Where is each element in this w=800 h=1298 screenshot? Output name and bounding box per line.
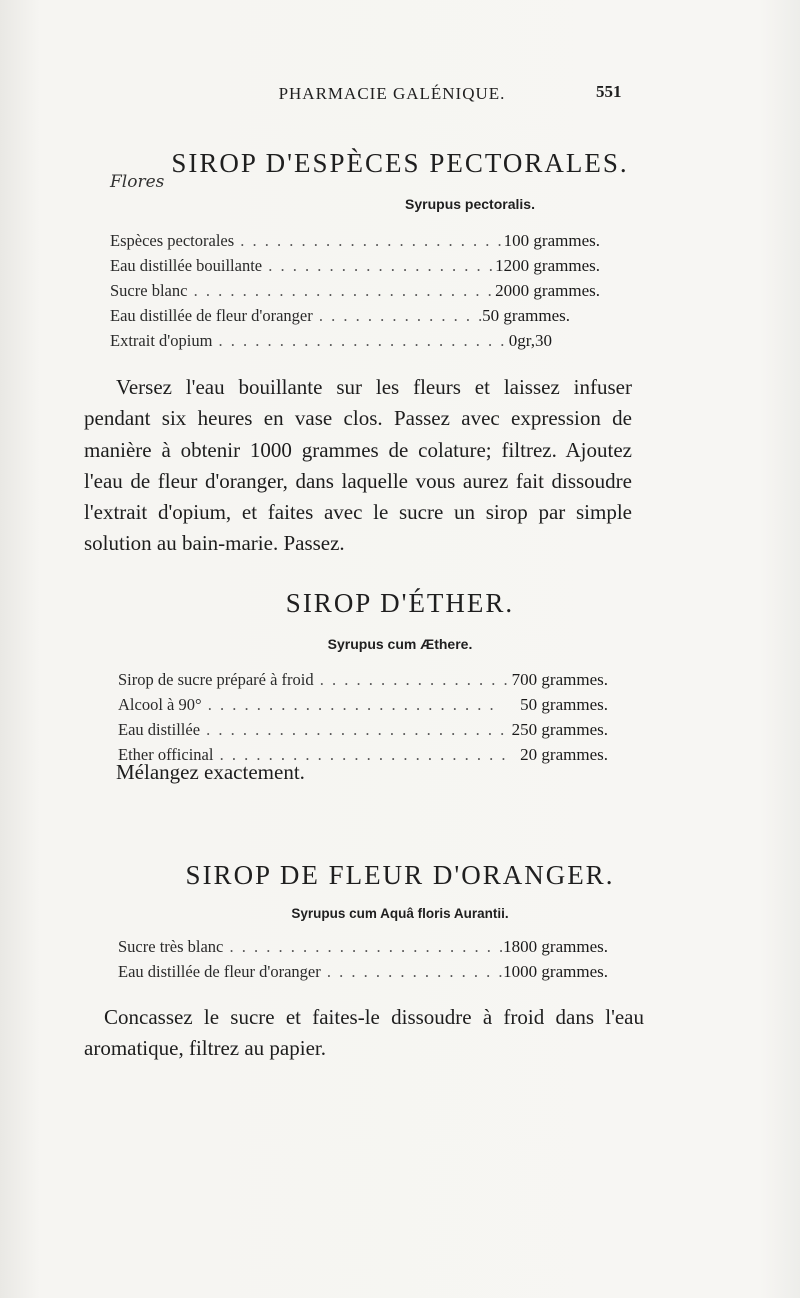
ingredient-row bbox=[118, 962, 608, 986]
ingredient-quantity: 250 grammes. bbox=[511, 720, 608, 739]
ingredient-row bbox=[118, 720, 608, 744]
ingredient-row bbox=[118, 695, 608, 719]
instructions-paragraph: Mélangez exactement. bbox=[116, 760, 305, 784]
ingredient-quantity: 20 grammes. bbox=[520, 745, 608, 764]
latin-name-oranger: Syrupus cum Aquâ floris Aurantii. bbox=[291, 906, 509, 921]
section-title-pectorales: SIROP D'ESPÈCES PECTORALES. bbox=[171, 148, 629, 178]
section-title-ether: SIROP D'ÉTHER. bbox=[285, 588, 515, 618]
ingredient-quantity: 50 grammes. bbox=[520, 695, 608, 714]
ingredient-name: Eau distillée . . . bbox=[118, 720, 512, 740]
instructions-paragraph: Versez l'eau bouillante sur les fleurs et laissez infuser pendant six heures en vase clos. Passez avec expression de manière à obtenir 1000 grammes de colature; filtrez. Ajoutez l'eau de fleur d'oranger, dans laquelle vous aurez fait dissoudre l'extrait d'opium, et faites avec le sucre un sirop par simple solution au bain-marie. Passez. bbox=[84, 375, 632, 556]
ingredient-row bbox=[110, 331, 600, 355]
ingredient-quantity: 1200 grammes. bbox=[495, 256, 600, 275]
section-title-oranger: SIROP DE FLEUR D'ORANGER. bbox=[185, 860, 615, 890]
instructions-paragraph: Concassez le sucre et faites-le dissoudre à froid dans l'eau aromatique, filtrez au papier. bbox=[84, 1005, 644, 1061]
ingredient-row bbox=[118, 937, 608, 961]
running-head: PHARMACIE GALÉNIQUE. bbox=[278, 84, 506, 103]
ingredient-quantity: 50 grammes. bbox=[482, 306, 570, 325]
latin-name-ether: Syrupus cum Æthere. bbox=[327, 636, 473, 652]
ingredient-name: Sucre très blanc . . . bbox=[118, 937, 503, 957]
ingredient-name: Sucre blanc . . . bbox=[110, 281, 495, 301]
page-number: 551 bbox=[596, 82, 622, 101]
ingredient-name: Eau distillée bouillante . . . bbox=[110, 256, 495, 276]
ingredient-row bbox=[110, 281, 600, 305]
ingredient-name: Extrait d'opium . . . bbox=[110, 331, 509, 351]
ingredient-quantity: 700 grammes. bbox=[511, 670, 608, 689]
ingredient-quantity: 1800 grammes. bbox=[503, 937, 608, 956]
ingredient-name: Ether officinal . . . bbox=[118, 745, 510, 765]
ingredient-name: Eau distillée de fleur d'oranger . . . bbox=[110, 306, 482, 326]
ingredient-row bbox=[110, 231, 600, 255]
ingredient-quantity: 1000 grammes. bbox=[503, 962, 608, 981]
ingredient-quantity: 0gr,30 bbox=[508, 331, 552, 350]
ingredient-row bbox=[118, 670, 608, 694]
ingredient-name: Sirop de sucre préparé à froid . . . bbox=[118, 670, 512, 690]
latin-name-pectorales: Syrupus pectoralis. bbox=[405, 196, 535, 212]
ingredient-name: Espèces pectorales . . . bbox=[110, 231, 504, 251]
ingredient-quantity: 2000 grammes. bbox=[495, 281, 600, 300]
ingredient-row bbox=[110, 256, 600, 280]
ingredient-name: Alcool à 90° . . . bbox=[118, 695, 502, 715]
handwritten-annotation: Flores bbox=[110, 172, 165, 192]
ingredient-name: Eau distillée de fleur d'oranger . . . bbox=[118, 962, 503, 982]
ingredient-quantity: 100 grammes. bbox=[503, 231, 600, 250]
ingredient-row bbox=[110, 306, 600, 330]
